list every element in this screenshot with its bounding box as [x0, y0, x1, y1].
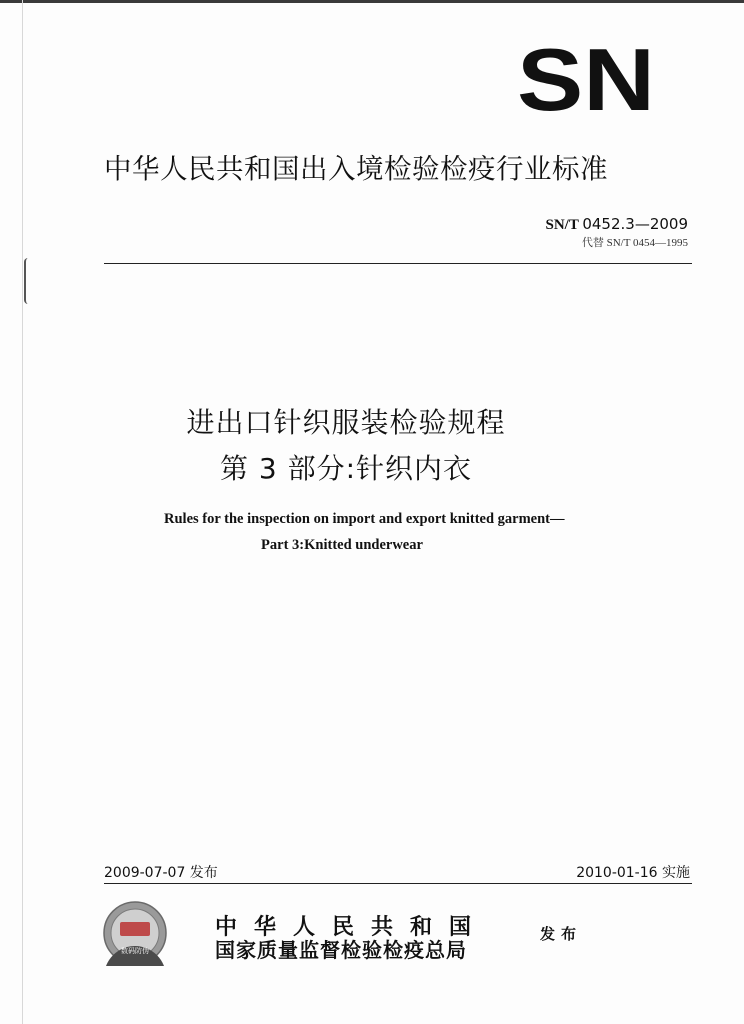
issue-date: 2009-07-07 发布: [104, 865, 218, 881]
issuer-agency: 国家质量监督检验检疫总局: [215, 938, 467, 962]
anti-counterfeit-seal-icon: [102, 900, 168, 966]
cn-title-line1: 进出口针织服装检验规程: [186, 406, 506, 439]
sn-logo: [516, 44, 656, 114]
standard-number: [546, 215, 689, 234]
implementation-date: 2010-01-16 实施: [576, 865, 690, 881]
binding-mark: [24, 258, 30, 304]
footer-divider: [104, 883, 692, 884]
page-left-edge: [22, 0, 23, 1024]
en-title-line1: Rules for the inspection on import and export knitted garment—: [164, 511, 565, 527]
replaces-standard: 代替 SN/T 0454—1995: [581, 237, 688, 249]
industry-standard-title: 中华人民共和国出入境检验检疫行业标准: [104, 153, 608, 185]
standard-number-prefix: SN/T: [545, 217, 583, 233]
seal-text: 数码防伪: [121, 947, 149, 955]
cn-title-line2: 第 3 部分:针织内衣: [219, 452, 473, 485]
publish-label: 发布: [540, 925, 583, 943]
standard-number-value: 0452.3—2009: [582, 215, 688, 233]
page-top-edge: [0, 0, 744, 3]
sn-logo-text: SN: [517, 44, 655, 114]
issuer-country: 中华人民共和国: [215, 914, 489, 940]
header-divider: [104, 263, 692, 264]
en-title-line2: Part 3:Knitted underwear: [261, 537, 423, 553]
